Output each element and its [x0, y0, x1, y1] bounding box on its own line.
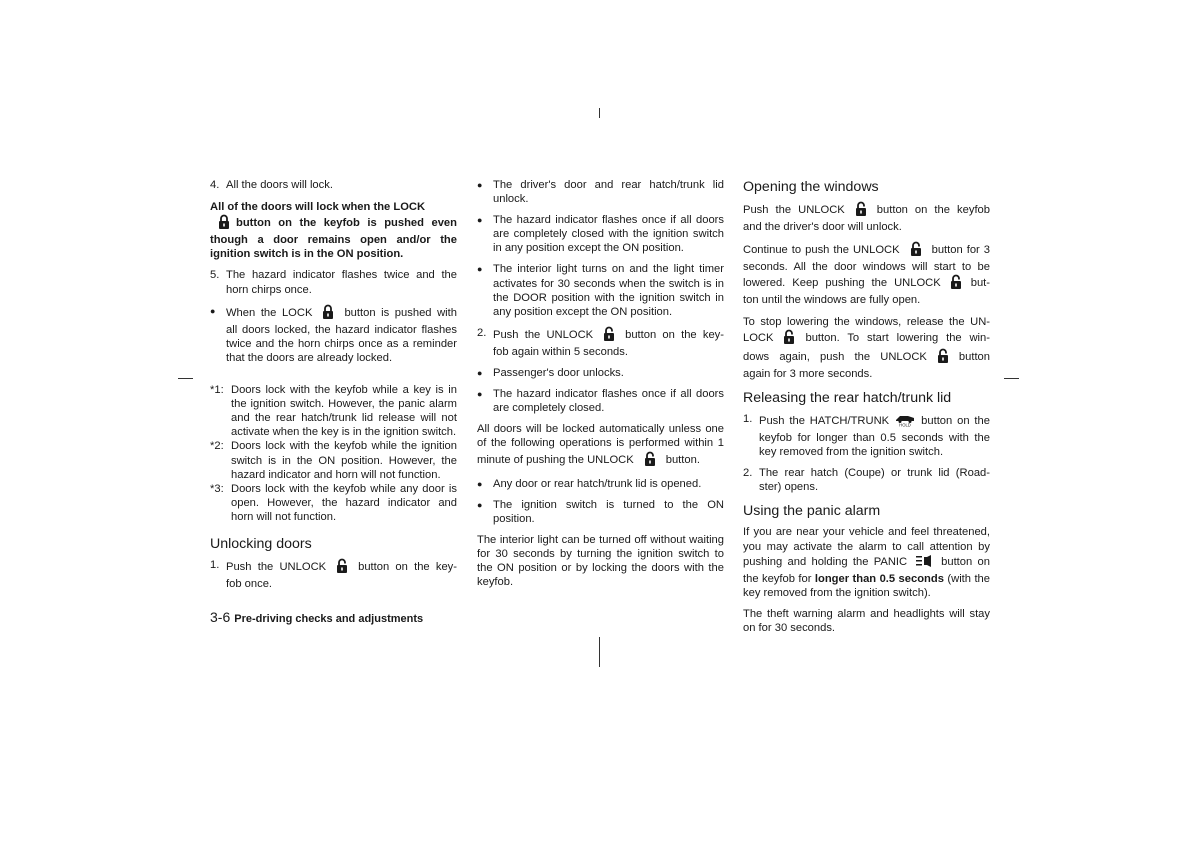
- locked-padlock-icon: [322, 304, 334, 323]
- list-item: [210, 304, 457, 365]
- note-text: All of the doors will lock when the LOCK: [210, 201, 426, 214]
- heading-rear-hatch: Releasing the rear hatch/trunk lid: [743, 389, 952, 406]
- item-text: button on the key-fob again within 5 seconds.: [493, 328, 724, 358]
- section-title: Pre-driving checks and adjustments: [234, 613, 424, 625]
- paragraph-text: button.: [665, 453, 700, 466]
- bullet-icon: ●: [477, 215, 483, 226]
- unlocked-padlock-icon: [950, 274, 962, 293]
- list-item: [477, 498, 724, 526]
- list-item: [477, 213, 724, 255]
- panic-paragraph-2: The theft warning alarm and headlights will stay on for 30 seconds.: [743, 607, 990, 634]
- trunk-hold-icon: [895, 412, 915, 431]
- bullet-icon: ●: [210, 305, 216, 316]
- item-text: The driver's door and rear hatch/trunk lid unlock.: [493, 179, 724, 206]
- windows-paragraph-2: [743, 241, 990, 307]
- lock-warning-note: [210, 200, 457, 261]
- item-text: The hazard indicator flashes once if all doors are completely closed with the ignition switch in any position except the ON position.: [493, 214, 724, 255]
- panic-horn-icon: [915, 554, 933, 572]
- item-number: 2.: [477, 326, 487, 339]
- heading-panic-alarm: Using the panic alarm: [743, 503, 881, 520]
- item-text: Push the UNLOCK: [493, 328, 594, 341]
- paragraph-text: button for 3 seconds. All the door windows will start to be lowered. Keep pushing the UNLOCK: [743, 244, 990, 290]
- bullet-icon: ●: [477, 499, 483, 510]
- paragraph-text: button. To start lowering the win-dows again, push the UNLOCK: [743, 331, 990, 363]
- list-item: [477, 262, 724, 318]
- item-text: Any door or rear hatch/trunk lid is opened.: [493, 477, 702, 490]
- right-crop-mark: [1004, 378, 1019, 379]
- page-number: 3-6: [210, 609, 231, 625]
- note-text: button on the keyfob is pushed even though a door remains open and/or the ignition switch is in the ON position.: [210, 217, 457, 261]
- footnote: [210, 383, 457, 439]
- item-text: Passenger's door unlocks.: [493, 367, 624, 380]
- footnote-mark: *1:: [210, 384, 224, 397]
- unlocked-padlock-icon: [855, 201, 867, 220]
- footnote-text: Doors lock with the keyfob while the ignition switch is in the ON position. However, the hazard indicator and horn will not function.: [231, 440, 457, 481]
- item-text: Push the UNLOCK: [226, 560, 327, 573]
- paragraph-text: but-ton until the windows are fully open.: [743, 277, 990, 307]
- locked-padlock-icon: [218, 214, 230, 233]
- top-center-mark: [599, 108, 600, 118]
- page-footer: [210, 610, 423, 626]
- bottom-center-mark: [599, 637, 600, 667]
- item-number: 4.: [210, 179, 220, 191]
- bullet-icon: ●: [477, 264, 483, 275]
- windows-paragraph-3: [743, 315, 990, 381]
- column-left: [210, 178, 457, 598]
- item-text: The interior light turns on and the light timer activates for 30 seconds when the switch is in the DOOR position with the ignition switch in any position except the ON position.: [493, 263, 724, 318]
- unlocked-padlock-icon: [644, 451, 656, 470]
- paragraph-text: button again for 3 more seconds.: [743, 350, 990, 380]
- footnote-mark: *3:: [210, 482, 224, 495]
- item-text: button is pushed with all doors locked, the hazard indicator flashes twice and the horn chirps once as a reminder that the doors are already locked.: [226, 306, 457, 364]
- heading-opening-windows: Opening the windows: [743, 179, 879, 195]
- auto-lock-paragraph: [477, 422, 724, 469]
- list-item: [210, 178, 457, 192]
- list-item: [477, 477, 724, 491]
- item-text: The rear hatch (Coupe) or trunk lid (Road-ster) opens.: [759, 467, 990, 494]
- bullet-icon: ●: [477, 478, 483, 489]
- bullet-icon: ●: [477, 368, 483, 379]
- item-number: 1.: [210, 558, 220, 571]
- bullet-icon: ●: [477, 389, 483, 400]
- footnote-text: Doors lock with the keyfob while a key is in the ignition switch. However, the panic alarm and the rear hatch/trunk lid release will not activate when the key is in the ignition switch.: [231, 384, 457, 439]
- unlocked-padlock-icon: [937, 348, 949, 367]
- list-item: [210, 268, 457, 296]
- paragraph-text: To stop lowering the windows, release the UN-LOCK: [743, 315, 990, 344]
- item-text: When the LOCK: [226, 306, 313, 319]
- list-item: [743, 412, 990, 459]
- item-text: All the doors will lock.: [226, 179, 333, 191]
- paragraph-text: button on the keyfob for: [743, 555, 990, 585]
- footnote: [210, 439, 457, 481]
- left-crop-mark: [178, 378, 193, 379]
- unlocked-padlock-icon: [910, 241, 922, 260]
- paragraph-text: All doors will be locked automatically unless one of the following operations is performed within 1 minute of pushing the UNLOCK: [477, 423, 724, 466]
- list-item: [477, 387, 724, 415]
- interior-light-paragraph: The interior light can be turned off without waiting for 30 seconds by turning the ignition switch to the ON position or by locking the doors with the keyfob.: [477, 533, 724, 589]
- paragraph-text: Continue to push the UNLOCK: [743, 244, 900, 257]
- footnote: [210, 482, 457, 524]
- unlocked-padlock-icon: [603, 326, 615, 345]
- footnotes: [210, 383, 457, 524]
- list-item: [743, 466, 990, 494]
- list-item: [477, 326, 724, 359]
- unlocked-padlock-icon: [783, 329, 795, 348]
- paragraph-text: Push the UNLOCK: [743, 204, 845, 216]
- item-text: Push the HATCH/TRUNK: [759, 414, 890, 427]
- item-text: The ignition switch is turned to the ON position.: [493, 498, 724, 525]
- item-number: 1.: [743, 412, 753, 425]
- column-middle: [477, 178, 724, 596]
- column-right: [743, 178, 990, 642]
- item-text: The hazard indicator flashes twice and the horn chirps once.: [226, 269, 457, 296]
- item-text: button on the keyfob for longer than 0.5 seconds with the key removed from the ignition switch.: [759, 414, 990, 459]
- paragraph-text: (with the key removed from the ignition switch).: [743, 572, 990, 599]
- paragraph-text: If you are near your vehicle and feel threatened, you may activate the alarm to call attention by pushing and holding the PANIC: [743, 526, 990, 568]
- heading-unlocking-doors: Unlocking doors: [210, 535, 312, 552]
- footnote-mark: *2:: [210, 440, 224, 453]
- bullet-icon: ●: [477, 180, 483, 190]
- footnote-text: Doors lock with the keyfob while any door is open. However, the hazard indicator and horn will not function.: [231, 482, 457, 523]
- item-number: 5.: [210, 269, 220, 282]
- item-text: The hazard indicator flashes once if all doors are completely closed.: [493, 388, 724, 415]
- item-text: button on the key-fob once.: [226, 560, 457, 591]
- emphasis-text: longer than 0.5 seconds: [814, 572, 944, 585]
- list-item: [210, 558, 457, 591]
- list-item: [477, 178, 724, 206]
- panic-paragraph-1: [743, 525, 990, 599]
- windows-paragraph-1: [743, 201, 990, 234]
- unlocked-padlock-icon: [336, 558, 348, 577]
- svg-text:HOLD: HOLD: [899, 422, 911, 427]
- list-item: [477, 366, 724, 380]
- paragraph-text: button on the keyfob and the driver's door will unlock.: [743, 204, 990, 234]
- item-number: 2.: [743, 467, 753, 480]
